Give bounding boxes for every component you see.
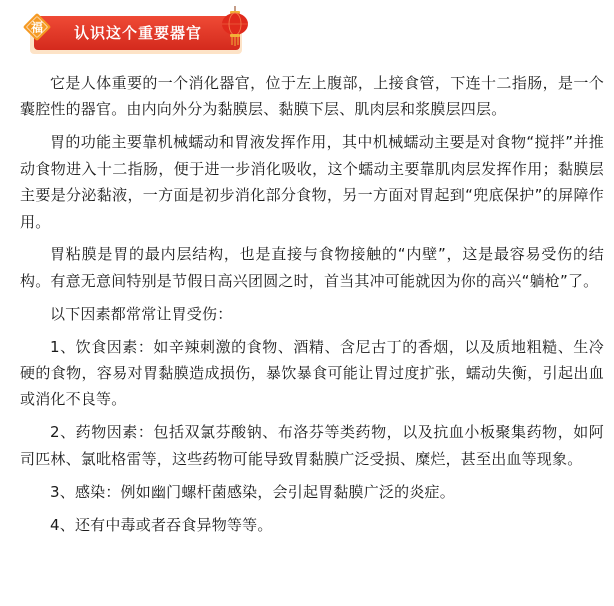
article-body: [20, 70, 604, 545]
fu-character-icon: [22, 12, 52, 42]
paragraph-drug-factor: 2、药物因素：包括双氯芬酸钠、布洛芬等类药物，以及抗血小板聚集药物，如阿司匹林、氯吡格雷等，这些药物可能导致胃黏膜广泛受损、糜烂，甚至出血等现象。: [20, 423, 604, 468]
paragraph-diet-factor: 1、饮食因素：如辛辣刺激的食物、酒精、含尼古丁的香烟，以及质地粗糙、生冷硬的食物，容易对胃黏膜造成损伤，暴饮暴食可能让胃过度扩张，蠕动失衡，引起出血或消化不良等。: [20, 337, 604, 409]
paragraph-function: 胃的功能主要靠机械蠕动和胃液发挥作用，其中机械蠕动主要是对食物“搅拌”并推动食物进入十二指肠，便于进一步消化吸收，这个蠕动主要靠肌肉层发挥作用；黏膜层主要是分泌黏液，一方面是初步消化部分食物，另一方面对胃起到“兜底保护”的屏障作用。: [20, 133, 604, 231]
paragraph-other-factor: 4、还有中毒或者吞食异物等等。: [50, 515, 273, 534]
red-lantern-icon: [218, 6, 252, 46]
paragraph-factors-heading: 以下因素都常常让胃受伤：: [50, 304, 233, 323]
paragraph-intro: 它是人体重要的一个消化器官，位于左上腹部，上接食管，下连十二指肠，是一个囊腔性的器官。由内向外分为黏膜层、黏膜下层、肌肉层和浆膜层四层。: [20, 74, 604, 119]
section-header-banner: [22, 12, 248, 58]
section-title: 认识这个重要器官: [74, 24, 203, 42]
paragraph-mucosa: 胃粘膜是胃的最内层结构，也是直接与食物接触的“内壁”，这是最容易受伤的结构。有意无意间特别是节假日高兴团圆之时，首当其冲可能就因为你的高兴“躺枪”了。: [20, 245, 604, 290]
paragraph-infection-factor: 3、感染：例如幽门螺杆菌感染，会引起胃黏膜广泛的炎症。: [50, 482, 455, 501]
fu-character: 福: [30, 20, 44, 35]
